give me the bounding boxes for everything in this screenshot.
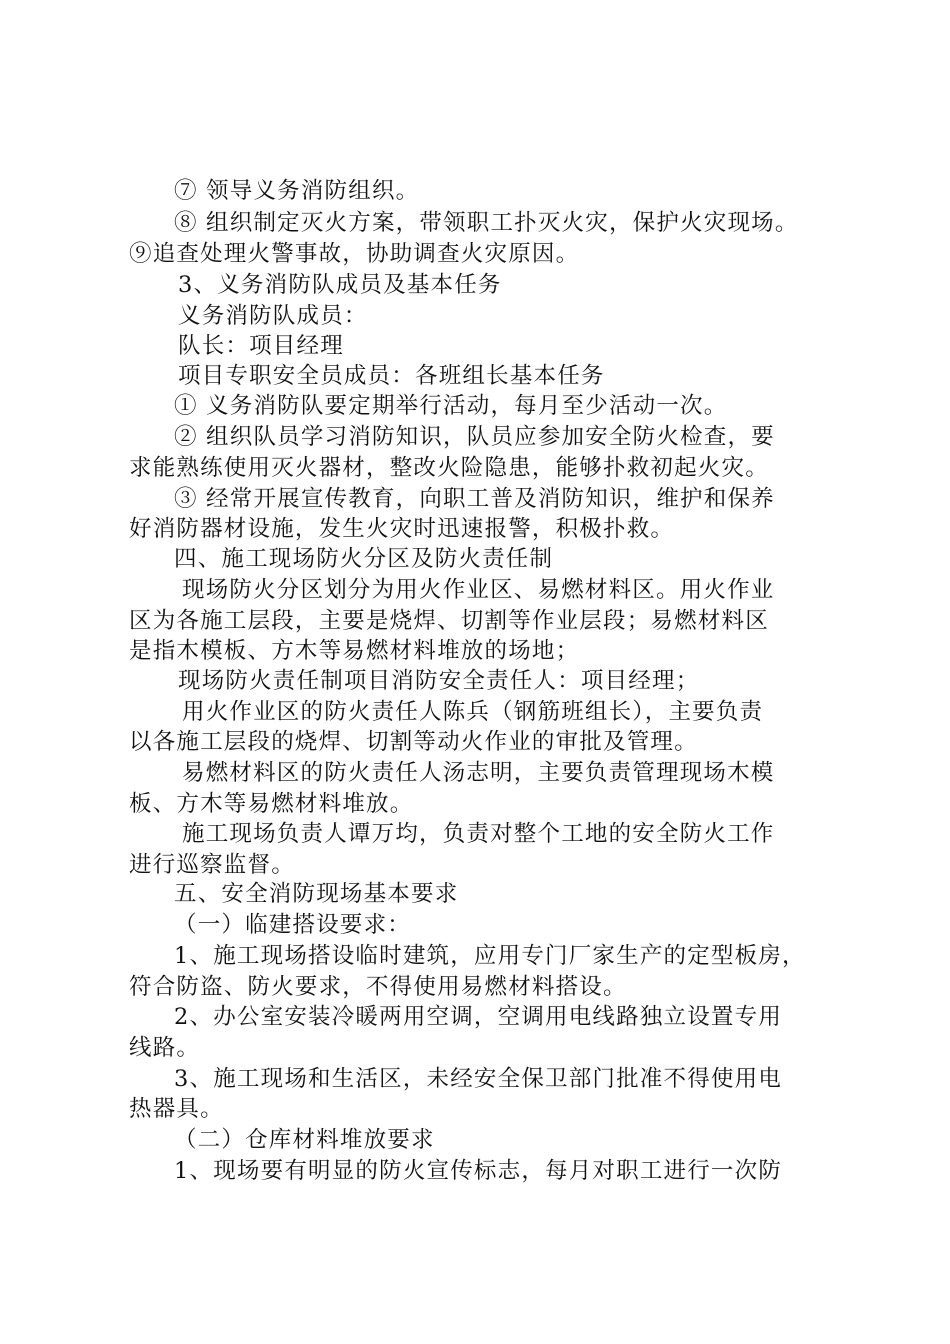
subsection-heading: （一）临建搭设要求： (174, 912, 412, 938)
text-line: 现场防火责任制项目消防安全责任人：项目经理； (178, 668, 700, 694)
text-line: ⑦ 领导义务消防组织。 (174, 178, 420, 204)
text-line: 3、施工现场和生活区，未经安全保卫部门批准不得使用电 (174, 1066, 783, 1092)
subsection-heading: （二）仓库材料堆放要求 (174, 1127, 435, 1153)
text-line: 区为各施工层段，主要是烧焊、切割等作业层段；易燃材料区 (129, 608, 769, 634)
text-line: ⑨追查处理火警事故，协助调查火灾原因。 (129, 241, 580, 267)
text-line: 队长：项目经理 (178, 333, 344, 359)
section-heading: 五、安全消防现场基本要求 (174, 881, 459, 907)
text-line: ② 组织队员学习消防知识，队员应参加安全防火检查，要 (174, 424, 775, 450)
text-line: 2、办公室安装冷暖两用空调，空调用电线路独立设置专用 (174, 1004, 783, 1030)
text-line: 是指木模板、方木等易燃材料堆放的场地； (129, 638, 580, 664)
text-line: ① 义务消防队要定期举行活动，每月至少活动一次。 (174, 393, 728, 419)
text-line: 项目专职安全员成员：各班组长基本任务 (178, 363, 605, 389)
section-heading: 四、施工现场防火分区及防火责任制 (174, 546, 554, 572)
text-line: 板、方木等易燃材料堆放。 (129, 791, 414, 817)
text-line: ③ 经常开展宣传教育，向职工普及消防知识，维护和保养 (174, 486, 775, 512)
text-line: 符合防盗、防火要求，不得使用易燃材料搭设。 (129, 974, 627, 1000)
text-line: 求能熟练使用灭火器材，整改火险隐患，能够扑救初起火灾。 (129, 455, 769, 481)
text-line: 施工现场负责人谭万均，负责对整个工地的安全防火工作 (182, 821, 775, 847)
text-line: 线路。 (129, 1035, 201, 1061)
text-line: ⑧ 组织制定灭火方案，带领职工扑灭火灾，保护火灾现场。 (174, 210, 799, 236)
text-line: 用火作业区的防火责任人陈兵（钢筋班组长），主要负责 (182, 699, 764, 725)
text-line: 热器具。 (129, 1096, 224, 1122)
text-line: 3、义务消防队成员及基本任务 (178, 272, 502, 298)
text-line: 好消防器材设施，发生火灾时迅速报警，积极扑救。 (129, 516, 675, 542)
text-line: 现场防火分区划分为用火作业区、易燃材料区。用火作业 (182, 577, 775, 603)
text-line: 1、施工现场搭设临时建筑，应用专门厂家生产的定型板房， (174, 943, 806, 969)
text-line: 1、现场要有明显的防火宣传标志，每月对职工进行一次防 (174, 1158, 783, 1184)
text-line: 以各施工层段的烧焊、切割等动火作业的审批及管理。 (129, 729, 698, 755)
text-line: 义务消防队成员： (178, 303, 368, 329)
text-line: 易燃材料区的防火责任人汤志明，主要负责管理现场木模 (182, 760, 775, 786)
text-line: 进行巡察监督。 (129, 852, 295, 878)
